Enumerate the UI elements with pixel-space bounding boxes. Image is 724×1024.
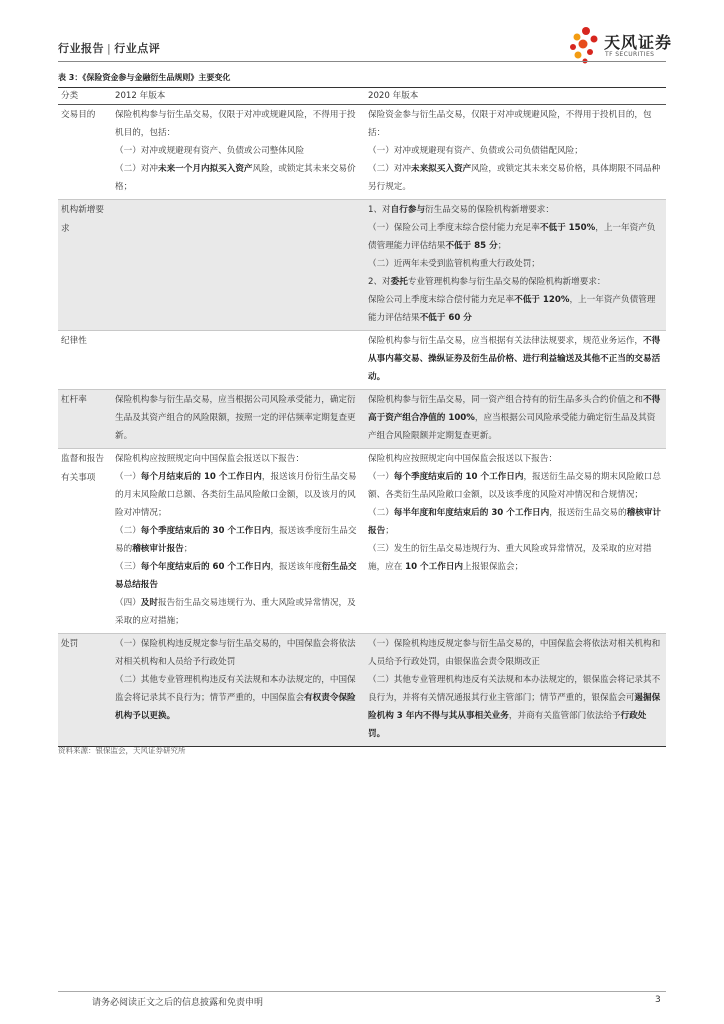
body-text: （二）其他专业管理机构违反有关法规和本办法规定的，中国保监会将记录其不良行为；情节严重的，中国保监会: [115, 675, 356, 703]
emphasis-text: 委托: [390, 277, 408, 287]
emphasis-text: 自行参与: [390, 205, 426, 215]
body-text: （三）: [115, 562, 141, 572]
emphasis-text: 未来一个月内拟买入资产: [157, 164, 253, 174]
body-text: 保险机构参与衍生品交易，同一资产组合持有的衍生品多头合约价值之和: [368, 395, 644, 405]
header-category: 行业报告: [58, 42, 104, 55]
paragraph: [115, 522, 362, 558]
paragraph: [368, 671, 663, 743]
body-text: ，应当根据公司风险承受能力确定衍生品及其资产组合风险限额并定期复查更新。: [368, 413, 656, 441]
comparison-table: [58, 87, 666, 747]
paragraph: [368, 391, 663, 445]
paragraph: [368, 504, 663, 540]
column-header-category: 分类: [58, 88, 112, 105]
body-text: 保险公司上季度末综合偿付能力充足率: [368, 295, 515, 305]
emphasis-text: 每半年度和年度结束后的 30 个工作日内: [393, 508, 550, 518]
paragraph: [368, 450, 663, 468]
paragraph: [368, 291, 663, 327]
header-separator: |: [107, 42, 112, 55]
body-text: ，报送衍生品交易的: [549, 508, 627, 518]
header-subcategory: 行业点评: [114, 42, 161, 55]
table-row: [58, 331, 666, 390]
body-text: （一）保险公司上季度末综合偿付能力充足率: [368, 223, 540, 233]
paragraph: [115, 635, 362, 671]
paragraph: [115, 671, 362, 725]
body-text: ，报送该季度衍生品交易的: [115, 526, 357, 554]
cell-2012-version: [112, 390, 365, 449]
body-text: 风险，或锁定其未来交易价格，具体期限不同品种另行规定。: [368, 164, 661, 192]
body-text: 2、对: [368, 277, 391, 287]
body-text: （二）对冲: [115, 164, 158, 174]
footer-divider: [58, 991, 666, 992]
body-text: （二）: [115, 526, 141, 536]
body-text: ，报送该月份衍生品交易的月末风险敞口总额、各类衍生品风险敞口金额，以及该月的风险对冲情况；: [115, 472, 357, 518]
emphasis-text: 有权责令保险机构予以更换。: [115, 693, 356, 721]
body-text: （一）对冲或规避现有资产、负债或公司整体风险: [115, 146, 305, 156]
row-category: 机构新增要求: [58, 200, 112, 331]
logo-brand-name: 天风证券: [604, 33, 673, 52]
emphasis-text: 不得高于资产组合净值的 100%: [368, 395, 661, 423]
body-text: （二）其他专业管理机构违反有关法规和本办法规定的，银保监会将记录其不良行为，并将有关情况通报其行业主管部门；情节严重的，银保监会可: [368, 675, 661, 703]
body-text: ；: [497, 241, 507, 251]
emphasis-text: 不低于 150%: [539, 223, 596, 233]
body-text: 保险机构应按照规定向中国保监会报送以下报告：: [368, 454, 558, 464]
body-text: （一）: [115, 472, 141, 482]
cell-2020-version: [365, 390, 666, 449]
emphasis-text: 每个季度结束后的 30 个工作日内: [140, 526, 271, 536]
paragraph: [368, 332, 663, 386]
body-text: ；: [183, 544, 193, 554]
body-text: 风险，或锁定其未来交易价格；: [115, 164, 356, 192]
paragraph: [368, 255, 663, 273]
paragraph: [368, 635, 663, 671]
emphasis-text: 每个月结束后的 10 个工作日内: [140, 472, 262, 482]
body-text: 保险机构参与衍生品交易，应当根据公司风险承受能力，确定衍生品及其资产组合的风险限额，按照一定的评估频率定期复查更新。: [115, 395, 356, 441]
row-category: 杠杆率: [58, 390, 112, 449]
body-text: 保险机构参与衍生品交易，仅限于对冲或规避风险，不得用于投机目的，包括：: [115, 110, 356, 138]
body-text: 保险机构应按照规定向中国保监会报送以下报告：: [115, 454, 305, 464]
table-row: [58, 200, 666, 331]
paragraph: [115, 558, 362, 594]
row-category: 交易目的: [58, 105, 112, 200]
body-text: 衍生品交易的保险机构新增要求：: [425, 205, 554, 215]
body-text: ；: [385, 526, 394, 536]
body-text: 上报银保监会；: [463, 562, 524, 572]
paragraph: [115, 160, 362, 196]
body-text: （二）: [368, 508, 394, 518]
paragraph: [115, 142, 362, 160]
table-row: [58, 390, 666, 449]
cell-2020-version: [365, 200, 666, 331]
emphasis-text: 不得从事内幕交易、操纵证券及衍生品价格、进行利益输送及其他不正当的交易活动。: [368, 336, 661, 382]
paragraph: [115, 391, 362, 445]
body-text: （一）保险机构违反规定参与衍生品交易的，中国保监会将依法对相关机构和人员给予行政处罚: [115, 639, 356, 667]
body-text: 报告衍生品交易违规行为、重大风险或异常情况，及采取的应对措施；: [115, 598, 356, 626]
cell-2012-version: [112, 449, 365, 634]
emphasis-text: 稽核审计报告: [368, 508, 661, 536]
body-text: ，上一年资产负债管理能力评估结果: [368, 295, 656, 323]
emphasis-text: 行政处罚。: [368, 711, 647, 739]
body-text: （一）保险机构违反规定参与衍生品交易的，中国保监会将依法对相关机构和人员给予行政处罚，由银保监会责令限期改正: [368, 639, 661, 667]
body-text: ，报送该年度: [270, 562, 323, 572]
emphasis-text: 衍生品交易总结报告: [115, 562, 357, 590]
paragraph: [368, 540, 663, 576]
paragraph: [115, 468, 362, 522]
paragraph: [368, 201, 663, 219]
cell-2020-version: [365, 105, 666, 200]
paragraph: [368, 106, 663, 142]
cell-2020-version: [365, 634, 666, 747]
emphasis-text: 不低于 60 分: [419, 313, 472, 323]
emphasis-text: 10 个工作日内: [405, 562, 464, 572]
table-row: [58, 449, 666, 634]
table-title: 表 3：《保险资金参与金融衍生品规则》主要变化: [58, 73, 231, 82]
page-number: 3: [655, 995, 661, 1005]
body-text: 保险机构参与衍生品交易，应当根据有关法律法规要求，规范业务运作，: [368, 336, 644, 346]
column-header-2020: 2020 年版本: [365, 88, 666, 105]
table-header-row: [58, 88, 666, 105]
cell-2012-version: [112, 200, 365, 331]
column-header-2012: 2012 年版本: [112, 88, 365, 105]
body-text: 专业管理机构参与衍生品交易的保险机构新增要求：: [407, 277, 606, 287]
body-text: （一）: [368, 472, 394, 482]
report-header: [58, 40, 160, 56]
paragraph: [368, 160, 663, 196]
emphasis-text: 未来拟买入资产: [410, 164, 472, 174]
emphasis-text: 不低于 85 分: [445, 241, 498, 251]
paragraph: [115, 450, 362, 468]
emphasis-text: 遏掘保险机构 3 年内不得与其从事相关业务: [368, 693, 661, 721]
row-category: 纪律性: [58, 331, 112, 390]
paragraph: [368, 219, 663, 255]
cell-2012-version: [112, 105, 365, 200]
row-category: 监督和报告有关事项: [58, 449, 112, 634]
row-category: 处罚: [58, 634, 112, 747]
cell-2020-version: [365, 331, 666, 390]
body-text: 1、对: [368, 205, 391, 215]
emphasis-text: 及时: [140, 598, 158, 608]
header-divider: [58, 61, 666, 62]
body-text: （二）近两年未受到监管机构重大行政处罚；: [368, 259, 540, 269]
paragraph: [368, 468, 663, 504]
body-text: （四）: [115, 598, 141, 608]
paragraph: [368, 273, 663, 291]
paragraph: [115, 106, 362, 142]
paragraph: [368, 142, 663, 160]
emphasis-text: 稽核审计报告: [132, 544, 184, 554]
cell-2012-version: [112, 634, 365, 747]
body-text: （二）对冲: [368, 164, 411, 174]
body-text: 保险资金参与衍生品交易，仅限于对冲或规避风险，不得用于投机目的，包括：: [368, 110, 652, 138]
paragraph: [115, 594, 362, 630]
body-text: （三）发生的衍生品交易违规行为、重大风险或异常情况，及采取的应对措施，应在: [368, 544, 652, 572]
footer-disclaimer: 请务必阅读正文之后的信息披露和免责申明: [92, 998, 264, 1008]
body-text: ，并商有关监管部门依法给予: [508, 711, 621, 721]
body-text: ，报送衍生品交易的期末风险敞口总额、各类衍生品风险敞口金额，以及该季度的风险对冲情况和合规情况；: [368, 472, 661, 500]
emphasis-text: 不低于 120%: [514, 295, 570, 305]
cell-2020-version: [365, 449, 666, 634]
table-row: [58, 634, 666, 747]
cell-2012-version: [112, 331, 365, 390]
body-text: （一）对冲或规避现有资产、负债或公司负债错配风险；: [368, 146, 583, 156]
table-row: [58, 105, 666, 200]
body-text: ，上一年资产负债管理能力评估结果: [368, 223, 656, 251]
emphasis-text: 每个年度结束后的 60 个工作日内: [140, 562, 271, 572]
logo-brand-sub: TF SECURITIES: [605, 51, 655, 58]
source-note: 资料来源：银保监会，天风证券研究所: [58, 746, 186, 755]
emphasis-text: 每个季度结束后的 10 个工作日内: [393, 472, 524, 482]
